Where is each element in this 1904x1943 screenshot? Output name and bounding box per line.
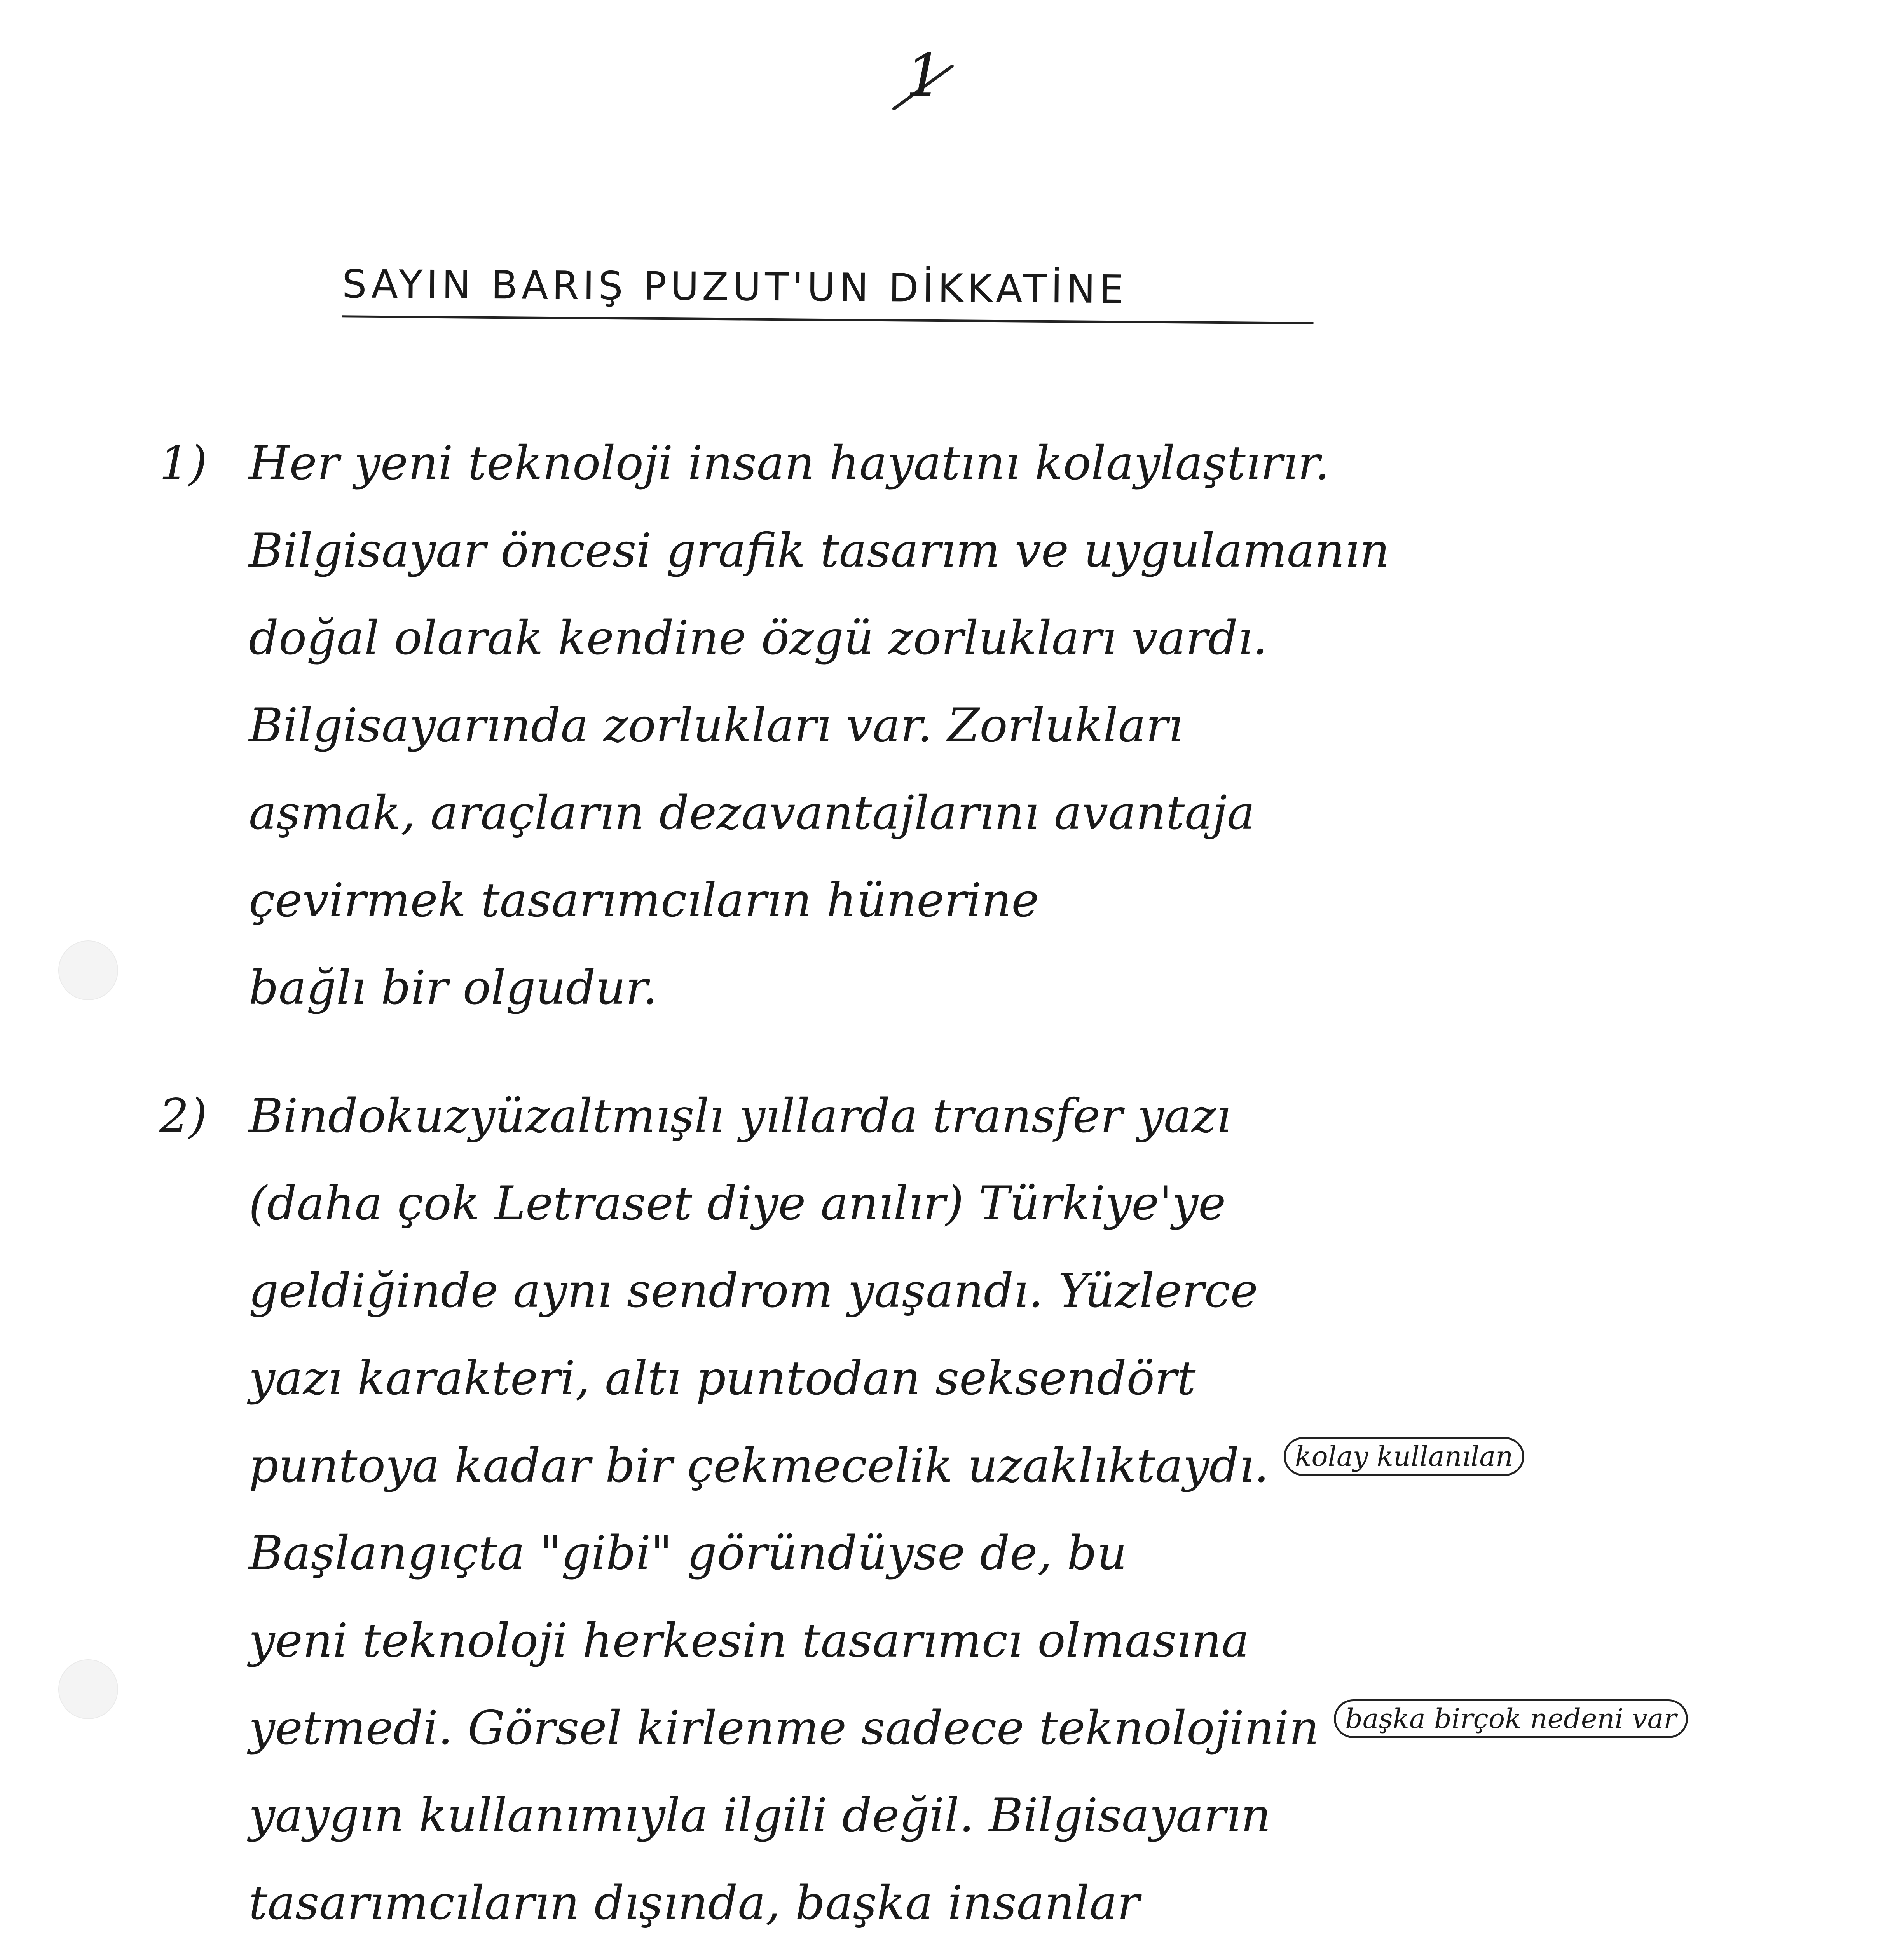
text-line: Bindokuzyüzaltmışlı yıllarda transfer yazı bbox=[249, 1089, 1231, 1143]
paragraph-text bbox=[249, 1073, 1904, 1943]
text-line: Bilgisayarında zorlukları var. Zorlukları bbox=[249, 699, 1183, 753]
page-heading: SAYIN BARIŞ PUZUT'UN DİKKATİNE bbox=[342, 265, 1314, 324]
text-line: doğal olarak kendine özgü zorlukları vardı. bbox=[249, 611, 1268, 665]
text-line: yaygın kullanımıyla ilgili değil. Bilgisayarın bbox=[249, 1789, 1271, 1843]
text-line: (daha çok Letraset diye anılır) Türkiye'ye bbox=[249, 1177, 1226, 1231]
text-line: tasarımcıların dışında, başka insanlar bbox=[249, 1876, 1140, 1930]
text-line: bağlı bir olgudur. bbox=[249, 961, 658, 1015]
paragraph-number: 2) bbox=[159, 1089, 208, 1143]
paragraph-text bbox=[249, 420, 1904, 1032]
handwritten-correction: başka birçok nedeni var bbox=[1334, 1699, 1688, 1738]
text-line: Bilgisayar öncesi grafik tasarım ve uygulamanın bbox=[249, 524, 1390, 578]
text-line bbox=[249, 1422, 1904, 1510]
text-line: aşmak, araçların dezavantajlarını avantaja bbox=[249, 786, 1255, 840]
page-number bbox=[878, 31, 964, 120]
text-line: geldiğinde aynı sendrom yaşandı. Yüzlerce bbox=[249, 1264, 1258, 1318]
page-number-text: 1 bbox=[906, 42, 943, 110]
text-line bbox=[249, 1685, 1904, 1772]
text-line-content: puntoya kadar bir çekmecelik uzaklıktaydı. bbox=[249, 1439, 1269, 1493]
text-line: yeni teknoloji herkesin tasarımcı olmasına bbox=[249, 1614, 1250, 1668]
punch-hole-bottom bbox=[58, 1659, 118, 1719]
paragraph-number: 1) bbox=[159, 436, 208, 490]
text-line: yazı karakteri, altı puntodan seksendört bbox=[249, 1352, 1196, 1406]
text-line: çevirmek tasarımcıların hünerine bbox=[249, 874, 1039, 928]
punch-hole-top bbox=[58, 940, 118, 1000]
text-line-content: yetmedi. Görsel kirlenme sadece teknolojinin bbox=[249, 1701, 1319, 1755]
text-line: Başlangıçta "gibi" göründüyse de, bu bbox=[249, 1526, 1127, 1580]
handwritten-correction: kolay kullanılan bbox=[1284, 1437, 1524, 1476]
text-line: Her yeni teknoloji insan hayatını kolaylaştırır. bbox=[249, 436, 1330, 490]
